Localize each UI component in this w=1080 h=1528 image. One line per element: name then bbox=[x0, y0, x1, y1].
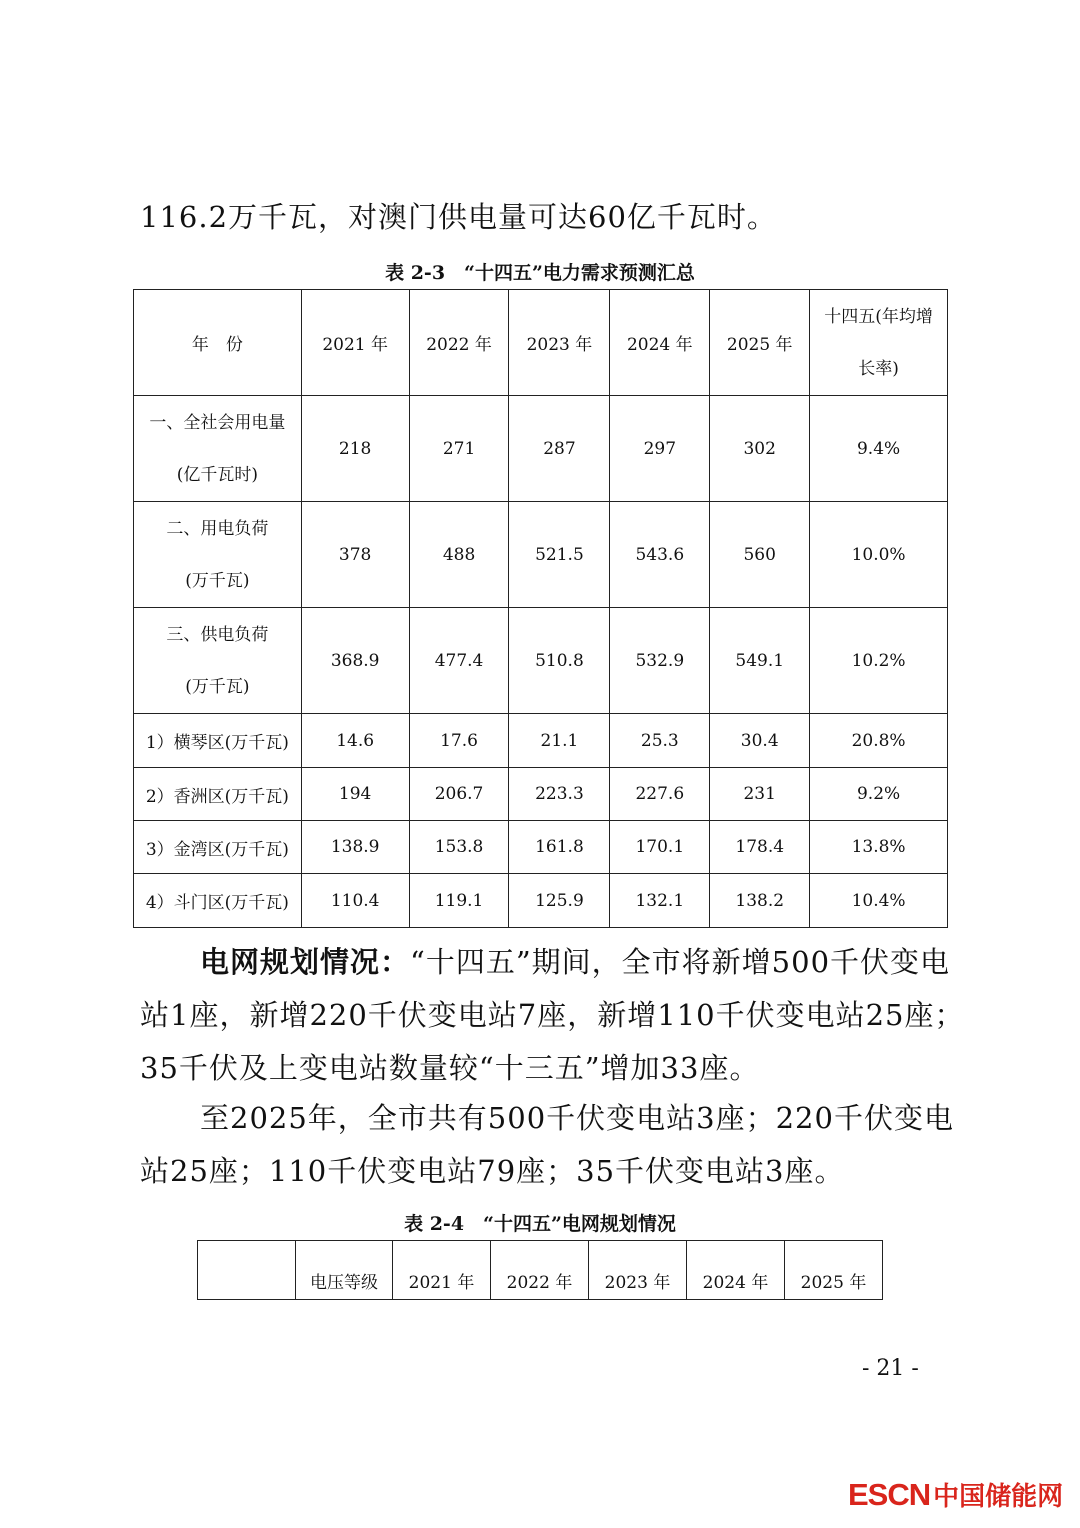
table-row bbox=[134, 396, 948, 502]
row-label-line2: (亿千瓦时) bbox=[176, 464, 258, 485]
row-label: 2）香洲区(万千瓦) bbox=[134, 768, 302, 821]
page-number: - 21 - bbox=[862, 1356, 919, 1381]
row-label bbox=[134, 608, 302, 714]
growth-cell: 9.4% bbox=[810, 396, 948, 502]
year-header: 2024 年 bbox=[610, 290, 710, 396]
para1-line1 bbox=[200, 940, 950, 981]
year-header: 2023 年 bbox=[589, 1241, 687, 1300]
row-label-line2: (万千瓦) bbox=[185, 676, 250, 697]
growth-rate-header bbox=[810, 290, 948, 396]
year-header: 2025 年 bbox=[710, 290, 810, 396]
para1-line2: 站1座，新增220千伏变电站7座，新增110千伏变电站25座； bbox=[140, 998, 965, 1032]
para2-line2: 站25座；110千伏变电站79座；35千伏变电站3座。 bbox=[140, 1154, 845, 1188]
table-2-4 bbox=[197, 1240, 883, 1300]
table-2-3 bbox=[133, 289, 948, 928]
year-header: 2021 年 bbox=[301, 290, 409, 396]
value-cell: 25.3 bbox=[610, 714, 710, 768]
table-row bbox=[134, 874, 948, 928]
growth-cell: 9.2% bbox=[810, 768, 948, 821]
value-cell: 532.9 bbox=[610, 608, 710, 714]
value-cell: 521.5 bbox=[509, 502, 610, 608]
blank-header bbox=[198, 1241, 296, 1300]
value-cell: 218 bbox=[301, 396, 409, 502]
year-header: 2024 年 bbox=[687, 1241, 785, 1300]
value-cell: 14.6 bbox=[301, 714, 409, 768]
para1-line1-rest: “十四五”期间，全市将新增500千伏变电 bbox=[410, 945, 951, 979]
value-cell: 271 bbox=[409, 396, 509, 502]
growth-cell: 20.8% bbox=[810, 714, 948, 768]
value-cell: 132.1 bbox=[610, 874, 710, 928]
row-label-line1: 一、全社会用电量 bbox=[149, 412, 286, 433]
row-label-line2: (万千瓦) bbox=[185, 570, 250, 591]
growth-cell: 10.0% bbox=[810, 502, 948, 608]
row-label bbox=[134, 396, 302, 502]
value-cell: 543.6 bbox=[610, 502, 710, 608]
table-row bbox=[134, 768, 948, 821]
value-cell: 30.4 bbox=[710, 714, 810, 768]
table-2-4-caption: 表 2-4 “十四五”电网规划情况 bbox=[404, 1213, 676, 1235]
value-cell: 477.4 bbox=[409, 608, 509, 714]
intro-line: 116.2万千瓦，对澳门供电量可达60亿千瓦时。 bbox=[140, 200, 777, 234]
value-cell: 194 bbox=[301, 768, 409, 821]
growth-cell: 10.4% bbox=[810, 874, 948, 928]
year-header: 2022 年 bbox=[409, 290, 509, 396]
growth-cell: 10.2% bbox=[810, 608, 948, 714]
value-cell: 119.1 bbox=[409, 874, 509, 928]
value-cell: 223.3 bbox=[509, 768, 610, 821]
voltage-level-header: 电压等级 bbox=[296, 1241, 393, 1300]
year-header: 2021 年 bbox=[393, 1241, 491, 1300]
value-cell: 227.6 bbox=[610, 768, 710, 821]
year-header: 2023 年 bbox=[509, 290, 610, 396]
value-cell: 297 bbox=[610, 396, 710, 502]
value-cell: 170.1 bbox=[610, 821, 710, 874]
row-label-line1: 三、供电负荷 bbox=[166, 624, 269, 645]
value-cell: 287 bbox=[509, 396, 610, 502]
value-cell: 17.6 bbox=[409, 714, 509, 768]
value-cell: 125.9 bbox=[509, 874, 610, 928]
value-cell: 560 bbox=[710, 502, 810, 608]
table-header-row bbox=[198, 1241, 883, 1300]
value-cell: 21.1 bbox=[509, 714, 610, 768]
table-header-row bbox=[134, 290, 948, 396]
value-cell: 178.4 bbox=[710, 821, 810, 874]
row-label: 4）斗门区(万千瓦) bbox=[134, 874, 302, 928]
value-cell: 488 bbox=[409, 502, 509, 608]
para2-line1: 至2025年，全市共有500千伏变电站3座；220千伏变电 bbox=[200, 1101, 954, 1135]
escn-logo bbox=[848, 1476, 1063, 1513]
logo-cn: 中国储能网 bbox=[933, 1481, 1064, 1511]
year-header: 2022 年 bbox=[491, 1241, 589, 1300]
para1-lead: 电网规划情况： bbox=[200, 945, 411, 979]
table-row bbox=[134, 714, 948, 768]
year-header: 2025 年 bbox=[785, 1241, 883, 1300]
value-cell: 510.8 bbox=[509, 608, 610, 714]
value-cell: 231 bbox=[710, 768, 810, 821]
value-cell: 206.7 bbox=[409, 768, 509, 821]
value-cell: 368.9 bbox=[301, 608, 409, 714]
value-cell: 378 bbox=[301, 502, 409, 608]
value-cell: 161.8 bbox=[509, 821, 610, 874]
table-2-3-caption: 表 2-3 “十四五”电力需求预测汇总 bbox=[385, 262, 695, 284]
value-cell: 138.2 bbox=[710, 874, 810, 928]
value-cell: 138.9 bbox=[301, 821, 409, 874]
value-cell: 549.1 bbox=[710, 608, 810, 714]
growth-header-line2: 长率) bbox=[858, 358, 899, 379]
year-label-header: 年 份 bbox=[134, 290, 302, 396]
table-row bbox=[134, 608, 948, 714]
growth-cell: 13.8% bbox=[810, 821, 948, 874]
row-label: 1）横琴区(万千瓦) bbox=[134, 714, 302, 768]
logo-latin: ESCN bbox=[848, 1477, 931, 1512]
table-row bbox=[134, 502, 948, 608]
row-label: 3）金湾区(万千瓦) bbox=[134, 821, 302, 874]
para1-line3: 35千伏及上变电站数量较“十三五”增加33座。 bbox=[140, 1051, 760, 1085]
table-row bbox=[134, 821, 948, 874]
value-cell: 302 bbox=[710, 396, 810, 502]
row-label bbox=[134, 502, 302, 608]
value-cell: 110.4 bbox=[301, 874, 409, 928]
value-cell: 153.8 bbox=[409, 821, 509, 874]
row-label-line1: 二、用电负荷 bbox=[166, 518, 269, 539]
growth-header-line1: 十四五(年均增 bbox=[824, 306, 933, 327]
